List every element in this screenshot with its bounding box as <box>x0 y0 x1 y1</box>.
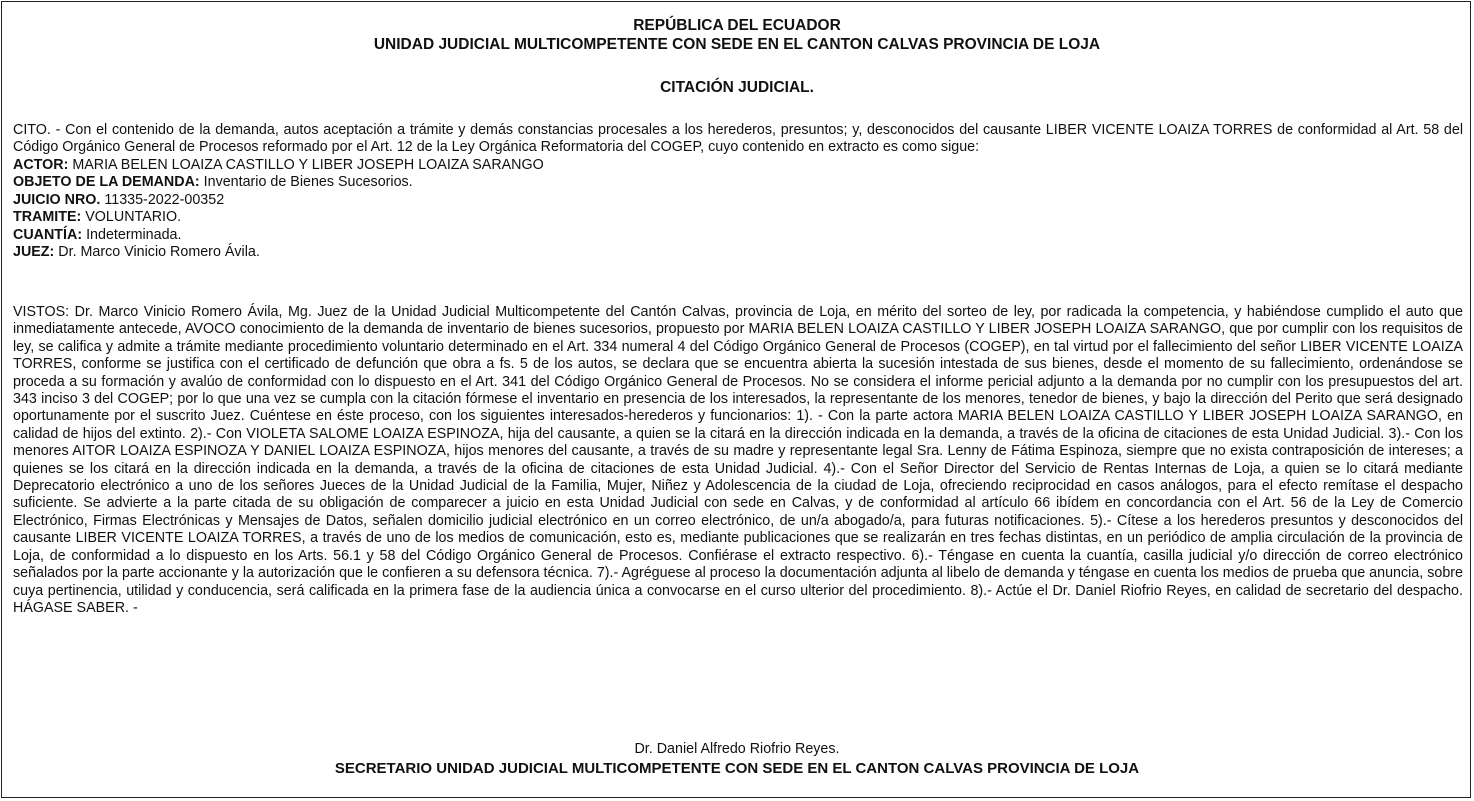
signature-role: SECRETARIO UNIDAD JUDICIAL MULTICOMPETENTE CON SEDE EN EL CANTON CALVAS PROVINCIA DE LOJA <box>334 760 1140 777</box>
signature-name: Dr. Daniel Alfredo Riofrio Reyes. <box>634 741 840 757</box>
field-label: TRAMITE: <box>13 209 82 226</box>
field-juicio <box>13 192 1463 209</box>
field-cuantia <box>13 227 1463 244</box>
intro-paragraph: CITO. - Con el contenido de la demanda, autos aceptación a trámite y demás constancias procesales a los herederos, presuntos; y, desconocidos del causante LIBER VICENTE LOAIZA TORRES de conformidad al Art. 58 del Código Orgánico General de Procesos reformado por el Art. 12 de la Ley Orgánica Reformatoria del COGEP, cuyo contenido en extracto es como sigue: <box>13 122 1463 156</box>
field-value: Indeterminada. <box>82 226 182 243</box>
header-court: UNIDAD JUDICIAL MULTICOMPETENTE CON SEDE EN EL CANTON CALVAS PROVINCIA DE LOJA <box>373 36 1101 53</box>
field-value: Dr. Marco Vinicio Romero Ávila. <box>54 244 260 261</box>
field-value: Inventario de Bienes Sucesorios. <box>199 174 413 191</box>
field-label: OBJETO DE LA DEMANDA: <box>13 174 200 191</box>
header-country: REPÚBLICA DEL ECUADOR <box>633 17 841 34</box>
field-label: CUANTÍA: <box>13 226 83 243</box>
field-objeto <box>13 174 1463 191</box>
field-tramite <box>13 209 1463 226</box>
field-label: JUEZ: <box>13 244 55 261</box>
document-title: CITACIÓN JUDICIAL. <box>660 79 814 96</box>
vistos-paragraph: VISTOS: Dr. Marco Vinicio Romero Ávila, Mg. Juez de la Unidad Judicial Multicompetente del Cantón Calvas, provincia de Loja, en mérito del sorteo de ley, por radicada la competencia, y habiéndose cumplido el auto que inmediatamente antecede, AVOCO conocimiento de la demanda de inventario de bienes sucesorios, propuesto por MARIA BELEN LOAIZA CASTILLO Y LIBER JOSEPH LOAIZA SARANGO, que por cumplir con los requisitos de ley, se califica y admite a trámite mediante procedimiento voluntario determinado en el Art. 334 numeral 4 del Código Orgánico General de Procesos (COGEP), en tal virtud por el fallecimiento del señor LIBER VICENTE LOAIZA TORRES, conforme se justifica con el certificado de defunción que obra a fs. 5 de los autos, se declara que se encuentra abierta la sucesión intestada de sus bienes, desde el momento de su fallecimiento, ordenándose se proceda a su formación y avalúo de conformidad con lo dispuesto en el Art. 341 del Código Orgánico General de Procesos. No se considera el informe pericial adjunto a la demanda por no cumplir con los presupuestos del art. 343 inciso 3 del COGEP; por lo que una vez se cumpla con la citación fórmese el inventario en presencia de los interesados, la representante de los menores, tenedor de bienes, y bajo la dirección del Perito que será designado oportunamente por el suscrito Juez. Cuéntese en éste proceso, con los siguientes interesados-herederos y funcionarios: 1). - Con la parte actora MARIA BELEN LOAIZA CASTILLO Y LIBER JOSEPH LOAIZA SARANGO, en calidad de hijos del extinto. 2).- Con VIOLETA SALOME LOAIZA ESPINOZA, hija del causante, a quien se la citará en la dirección indicada en la demanda, a través de la oficina de citaciones de esta Unidad Judicial. 3).- Con los menores AITOR LOAIZA ESPINOZA Y DANIEL LOAIZA ESPINOZA, hijos menores del causante, a través de su madre y representante legal Sra. Lenny de Fátima Espinoza, siempre que no exista contraposición de intereses; a quienes se los citará en la dirección indicada en la demanda, a través de la oficina de citaciones de esta Unidad Judicial. 4).- Con el Señor Director del Servicio de Rentas Internas de Loja, a quien se lo citará mediante Deprecatorio electrónico a uno de los señores Jueces de la Unidad Judicial de la Familia, Mujer, Niñez y Adolescencia de la ciudad de Loja, ofreciendo reciprocidad en casos análogos, para el efecto remítase el despacho suficiente. Se advierte a la parte citada de su obligación de comparecer a juicio en esta Unidad Judicial con sede en Calvas, y de conformidad al artículo 66 ibídem en concordancia con el Art. 56 de la Ley de Comercio Electrónico, Firmas Electrónicas y Mensajes de Datos, señalen domicilio judicial electrónico en un correo electrónico, de un/a abogado/a, para futuras notificaciones. 5).- Cítese a los herederos presuntos y desconocidos del causante LIBER VICENTE LOAIZA TORRES, a través de uno de los medios de comunicación, esto es, mediante publicaciones que se realizarán en tres fechas distintas, en un periódico de amplia circulación de la provincia de Loja, de conformidad a lo dispuesto en los Arts. 56.1 y 58 del Código Orgánico General de Procesos. Confiérase el extracto respectivo. 6).- Téngase en cuenta la cuantía, casilla judicial y/o dirección de correo electrónico señalados por la parte accionante y la autorización que le confieren a su defensora técnica. 7).- Agréguese al proceso la documentación adjunta al libelo de demanda y téngase en cuenta los medios de prueba que anuncia, sobre cuya pertinencia, utilidad y conducencia, será calificada en la primera fase de la audiencia única a convocarse en el curso ulterior del procedimiento. 8).- Actúe el Dr. Daniel Riofrio Reyes, en calidad de secretario del despacho. HÁGASE SABER. - <box>13 304 1463 616</box>
field-value: VOLUNTARIO. <box>81 209 182 226</box>
case-fields <box>13 157 1463 261</box>
field-actor <box>13 157 1463 174</box>
field-value: 11335-2022-00352 <box>100 191 225 208</box>
field-value: MARIA BELEN LOAIZA CASTILLO Y LIBER JOSEPH LOAIZA SARANGO <box>68 157 544 173</box>
signature-block <box>0 740 1474 778</box>
field-juez <box>13 244 1463 261</box>
field-label: ACTOR: <box>13 157 69 173</box>
document-header <box>0 16 1474 54</box>
field-label: JUICIO NRO. <box>13 191 101 208</box>
